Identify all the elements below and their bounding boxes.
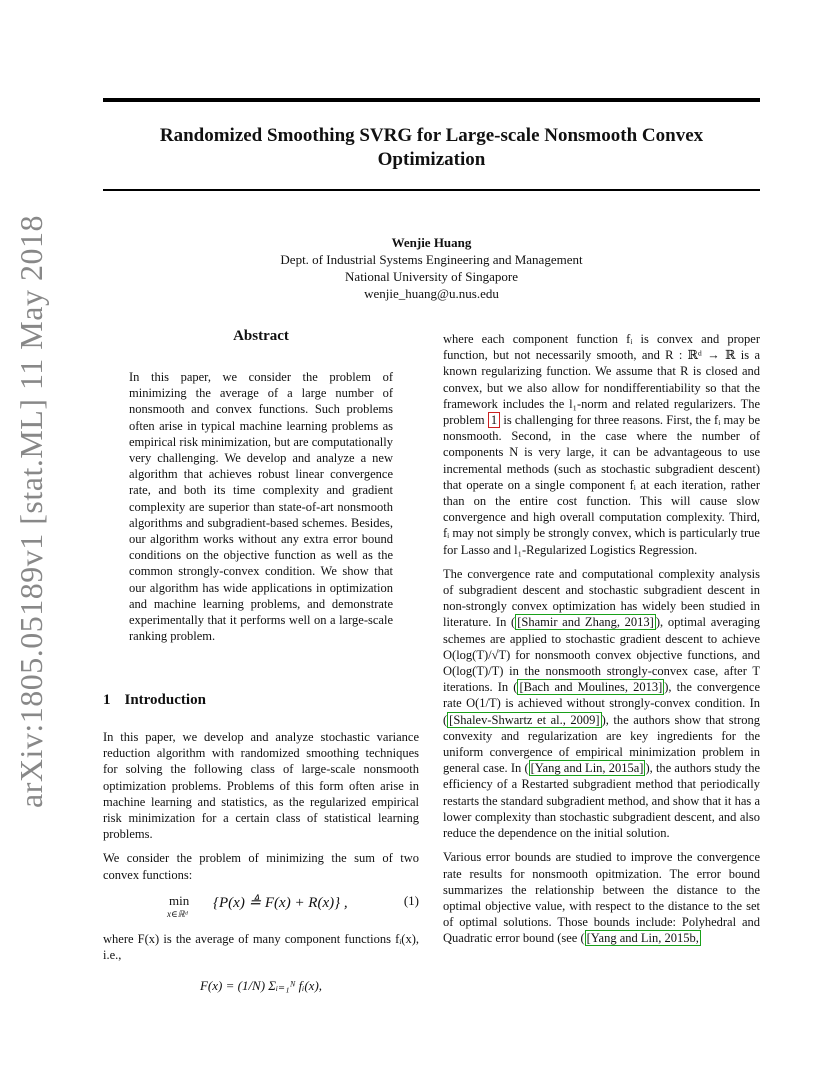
author-university: National University of Singapore xyxy=(345,269,518,284)
eq1-min: min xyxy=(169,893,190,908)
intro-column-left xyxy=(103,729,419,891)
author-email: wenjie_huang@u.nus.edu xyxy=(364,286,499,301)
title-line-2: Optimization xyxy=(377,149,486,170)
abstract-body xyxy=(129,369,393,652)
title-line-1: Randomized Smoothing SVRG for Large-scale Nonsmooth Convex xyxy=(159,125,704,146)
right-p1-text-a: where each component function fᵢ is convex and proper function, but not necessarily smooth, and R : ℝᵈ → ℝ is a known regularizing function. We assume that R is closed and convex, but we also allow for nondifferentiability so that the framework includes the l₁-norm and related regularizers. The problem xyxy=(443,332,760,428)
right-p2-text-a: The convergence rate and computational complexity analysis of subgradient descent and stochastic subgradient descent in non-strongly convex optimization has widely been studied in literature. In ( xyxy=(443,566,760,630)
equation-2 xyxy=(103,978,419,994)
right-p3-text-a: Various error bounds are studied to improve the convergence rate results for nonsmooth opitmization. The error bound summarizes the relationship between the distance to the optimal objective value, with respect to the distance to the set of optimal solutions. Those bounds include: Polyhedral and Quadratic error bound (see ( xyxy=(443,850,760,946)
eq1-subscript: x∈ℝᵈ xyxy=(167,909,188,919)
section-title: Introduction xyxy=(124,692,206,708)
right-paragraph-2 xyxy=(443,566,760,841)
citation-yang-lin-2015a[interactable]: [Yang and Lin, 2015a] xyxy=(530,761,644,776)
citation-yang-lin-2015b[interactable]: [Yang and Lin, 2015b, xyxy=(586,931,699,946)
citation-shamir-zhang[interactable]: [Shamir and Zhang, 2013] xyxy=(517,615,654,630)
right-p1-text-b: is challenging for three reasons. First, the fᵢ may be nonsmooth. Second, in the case where the number of components N is very large, it can be advantageous to use incremental methods (such as stochastic subgradient descent) that operate on a single component fᵢ at each iteration, rather than on the entire cost function. This will cause slow convergence and high overall computation complexity. Third, fᵢ may not simply be strongly convex, which is particularly true for Lasso and l₁-Regularized Logistics Regression. xyxy=(443,413,760,557)
abstract-text: In this paper, we consider the problem of minimizing the average of a large number of nonsmooth and convex functions. Such problems often arise in typical machine learning problems as empirical risk minimization, but are computationally very challenging. We develop and analyze a new algorithm that achieves robust linear convergence rate, and both its time complexity and gradient complexity are superior than state-of-art nonsmooth algorithms and subgradient-based schemes. Besides, our algorithm works without any extra error bound conditions on the objective function as well as the common strongly-convex condition. We show that our algorithm has wide applications in optimization and machine learning problems, and demonstrate experimentally that it performs well on a large-scale ranking problem. xyxy=(129,370,393,644)
author-dept: Dept. of Industrial Systems Engineering and Management xyxy=(280,252,583,267)
author-block xyxy=(103,234,760,302)
section-number: 1 xyxy=(103,692,111,708)
section-heading xyxy=(103,692,206,709)
eq1-number: (1) xyxy=(403,893,419,908)
right-p2-text-d: ), the authors show that strong convexity and regularization are key ingredients for the uniform convergence of empirical minimization problem in general case. In ( xyxy=(443,712,760,776)
right-p2-text-c: ), the convergence rate O(1/T) is achieved without strongly-convex condition. In ( xyxy=(443,680,760,727)
intro-paragraph-1: In this paper, we develop and analyze stochastic variance reduction algorithm with randomized smoothing techniques for solving the following class of large-scale nonsmooth optimization problems. Problems of this form often arise in machine learning and statistics, as the regularized empirical risk minimization for a certain class of statistical learning problems. xyxy=(103,730,419,842)
eq2-body: F(x) = (1/N) Σᵢ₌₁ᴺ fᵢ(x), xyxy=(199,978,323,993)
intro-paragraph-2: We consider the problem of minimizing the sum of two convex functions: xyxy=(103,851,419,882)
eq1-body: {P(x) ≜ F(x) + R(x)} , xyxy=(213,895,348,911)
paper-title xyxy=(103,124,760,172)
equation-1 xyxy=(103,893,419,923)
right-paragraph-1 xyxy=(443,331,760,558)
author-name: Wenjie Huang xyxy=(391,235,472,250)
citation-bach-moulines[interactable]: [Bach and Moulines, 2013] xyxy=(519,680,663,695)
right-column xyxy=(443,331,760,955)
right-paragraph-3 xyxy=(443,849,760,946)
arxiv-identifier: arXiv:1805.05189v1 [stat.ML] 11 May 2018 xyxy=(13,215,49,808)
abstract-heading: Abstract xyxy=(233,328,289,344)
bottom-rule xyxy=(103,189,760,191)
intro-paragraph-3-wrap xyxy=(103,931,419,971)
equation-ref-link[interactable]: 1 xyxy=(488,412,500,428)
citation-shalev-shwartz[interactable]: [Shalev-Shwartz et al., 2009] xyxy=(449,712,600,727)
intro-paragraph-3: where F(x) is the average of many component functions fᵢ(x), i.e., xyxy=(103,932,419,963)
right-p2-text-b: ), optimal averaging schemes are applied to stochastic gradient descent to achieve O(log(T)/√T) for nonsmooth convex objective functions, and O(log(T)/T) in the nonsmooth strongly-convex case, after T iterations. In ( xyxy=(443,615,761,695)
top-rule xyxy=(103,98,760,102)
right-p2-text-e: ), the authors study the efficiency of a Restarted subgradient method that periodically restarts the standard subgradient method, and show that it has a lower complexity than stochastic subgradient descent, and also reduce the dependence on the initial solution. xyxy=(443,761,760,841)
